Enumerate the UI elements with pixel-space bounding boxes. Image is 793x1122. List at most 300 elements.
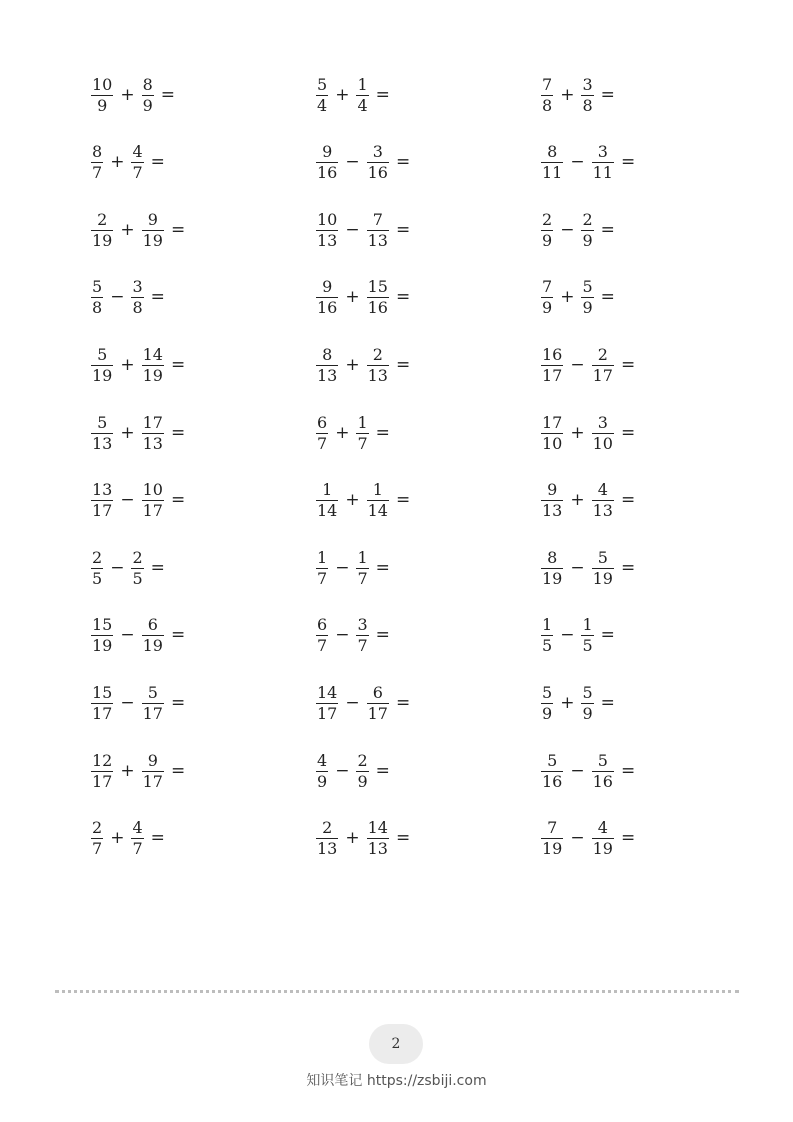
numerator: 2 [322,818,333,838]
numerator: 1 [357,74,368,94]
numerator: 6 [317,615,328,635]
fraction-problem [539,413,635,453]
numerator: 3 [597,412,608,432]
numerator: 4 [597,480,608,500]
fraction-right [365,482,391,519]
fraction-problem [89,548,165,588]
denominator: 17 [92,501,113,521]
numerator: 16 [542,344,563,364]
numerator: 9 [147,750,158,770]
equals-sign: = [395,152,411,173]
fraction-right [579,279,595,316]
fraction-problem [539,616,615,656]
operator: + [345,287,360,308]
fraction-problem [314,345,410,385]
fraction-problem [539,210,615,250]
fraction-right [590,412,616,453]
denominator: 7 [92,839,103,859]
numerator: 1 [322,480,333,500]
numerator: 14 [142,344,163,364]
denominator: 7 [317,636,328,656]
fraction-problem [539,683,615,723]
operator: − [560,219,575,240]
numerator: 12 [92,750,113,770]
denominator: 13 [317,839,338,859]
denominator: 7 [357,433,368,453]
denominator: 13 [317,365,338,385]
numerator: 9 [147,209,158,229]
fraction-problem [89,413,185,453]
operator: + [570,422,585,443]
equals-sign: = [375,422,390,443]
fraction-left [539,750,565,791]
fraction-right [140,209,166,250]
numerator: 5 [542,682,553,702]
fraction-problem [89,616,185,656]
denominator: 9 [357,771,368,791]
equals-sign: = [620,354,636,375]
denominator: 13 [367,365,388,385]
denominator: 8 [92,298,103,318]
denominator: 17 [317,703,338,723]
numerator: 2 [372,344,383,364]
denominator: 16 [317,163,338,183]
fraction-problem [89,751,185,791]
fraction-right [140,344,166,385]
numerator: 2 [132,547,143,567]
numerator: 7 [542,277,553,297]
fraction-left [89,750,115,791]
numerator: 2 [97,209,108,229]
denominator: 16 [542,771,563,791]
fraction-problem [314,819,410,859]
fraction-problem [539,481,635,521]
denominator: 13 [542,501,563,521]
fraction-left [314,344,340,385]
numerator: 1 [582,615,593,635]
denominator: 8 [132,298,143,318]
equals-sign: = [395,692,411,713]
fraction-problem [89,143,165,183]
operator: − [110,287,125,308]
fraction-right [590,750,616,791]
fraction-problem [314,413,390,453]
numerator: 9 [547,480,558,500]
numerator: 8 [547,142,558,162]
fraction-problem [539,751,635,791]
operator: + [570,490,585,511]
denominator: 9 [582,230,593,250]
equals-sign: = [395,828,411,849]
fraction-left [89,482,115,519]
fraction-problem [89,345,185,385]
denominator: 7 [132,839,143,859]
denominator: 7 [132,163,143,183]
denominator: 5 [582,636,593,656]
equals-sign: = [150,287,165,308]
fraction-left [314,617,330,654]
denominator: 9 [542,230,553,250]
denominator: 19 [142,636,163,656]
fraction-left [89,144,105,181]
fraction-problem [314,616,390,656]
operator: − [335,760,350,781]
numerator: 5 [597,750,608,770]
numerator: 5 [597,547,608,567]
equals-sign: = [600,625,615,646]
fraction-left [314,279,340,316]
denominator: 14 [367,501,388,521]
numerator: 15 [92,615,113,635]
denominator: 8 [542,95,553,115]
denominator: 5 [132,568,143,588]
numerator: 2 [582,209,593,229]
numerator: 1 [317,547,328,567]
numerator: 5 [317,74,328,94]
numerator: 15 [367,277,388,297]
page-number: 2 [391,1036,401,1052]
denominator: 17 [142,703,163,723]
fraction-left [314,682,340,723]
denominator: 5 [542,636,553,656]
operator: − [345,219,360,240]
numerator: 5 [97,344,108,364]
fraction-left [539,482,565,519]
fraction-left [89,209,115,250]
denominator: 16 [367,298,388,318]
fraction-problem [539,75,615,115]
numerator: 2 [92,547,103,567]
numerator: 3 [597,142,608,162]
fraction-right [579,209,595,250]
page-number-badge [369,1024,423,1064]
fraction-problem [314,210,410,250]
denominator: 16 [592,771,613,791]
equals-sign: = [170,692,186,713]
operator: − [335,625,350,646]
denominator: 11 [592,163,613,183]
numerator: 13 [92,480,113,500]
denominator: 9 [542,703,553,723]
numerator: 5 [97,412,108,432]
fraction-right [129,820,145,857]
operator: + [335,84,350,105]
equals-sign: = [170,422,186,443]
fraction-left [314,209,340,250]
fraction-problem [314,751,390,791]
denominator: 9 [582,298,593,318]
denominator: 11 [542,163,563,183]
fraction-problem [89,819,165,859]
denominator: 17 [592,365,613,385]
numerator: 5 [92,277,103,297]
numerator: 7 [542,74,553,94]
fraction-left [539,412,565,453]
numerator: 3 [372,142,383,162]
equals-sign: = [170,219,186,240]
numerator: 9 [322,277,333,297]
fraction-left [539,820,565,857]
numerator: 5 [582,682,593,702]
operator: − [570,557,585,578]
numerator: 3 [582,74,593,94]
equals-sign: = [375,84,390,105]
fraction-left [539,344,565,385]
fraction-left [539,279,555,316]
denominator: 19 [92,230,113,250]
denominator: 13 [142,433,163,453]
fraction-right [140,617,166,654]
equals-sign: = [395,287,411,308]
equals-sign: = [150,152,165,173]
numerator: 9 [322,142,333,162]
equals-sign: = [620,490,636,511]
fraction-right [354,74,370,115]
fraction-left [539,547,565,588]
numerator: 14 [367,818,388,838]
fraction-right [129,547,145,588]
fraction-right [354,617,370,654]
numerator: 5 [582,277,593,297]
numerator: 8 [322,344,333,364]
numerator: 6 [147,615,158,635]
denominator: 13 [92,433,113,453]
operator: + [120,219,135,240]
operator: − [120,692,135,713]
equals-sign: = [620,152,636,173]
operator: + [560,287,575,308]
operator: − [120,625,135,646]
fraction-right [365,144,391,181]
denominator: 10 [542,433,563,453]
equals-sign: = [620,828,636,849]
operator: − [570,760,585,781]
numerator: 14 [317,682,338,702]
denominator: 4 [357,95,368,115]
numerator: 17 [142,412,163,432]
numerator: 5 [547,750,558,770]
fraction-right [140,750,166,791]
fraction-left [314,547,330,588]
fraction-right [129,279,145,316]
numerator: 7 [547,818,558,838]
numerator: 10 [142,480,163,500]
numerator: 2 [92,818,103,838]
fraction-left [314,412,330,453]
fraction-problem [539,548,635,588]
fraction-problem [314,683,410,723]
equals-sign: = [150,557,165,578]
fraction-left [539,144,565,181]
fraction-left [89,74,115,115]
operator: + [560,692,575,713]
fraction-right [590,820,616,857]
fraction-right [579,74,595,115]
equals-sign: = [375,760,390,781]
denominator: 19 [142,365,163,385]
denominator: 9 [582,703,593,723]
fraction-right [590,344,616,385]
fraction-right [365,682,391,723]
denominator: 19 [592,568,613,588]
numerator: 1 [357,547,368,567]
denominator: 9 [142,95,153,115]
operator: + [120,422,135,443]
fraction-left [314,820,340,857]
fraction-left [539,682,555,723]
fraction-problem [539,345,635,385]
fraction-problem [539,143,635,183]
fraction-right [140,482,166,519]
equals-sign: = [600,219,615,240]
equals-sign: = [170,490,186,511]
denominator: 7 [317,433,328,453]
equals-sign: = [150,828,165,849]
numerator: 10 [92,74,113,94]
fraction-problem [314,278,410,318]
equals-sign: = [170,354,186,375]
fraction-right [140,74,156,115]
numerator: 4 [132,818,143,838]
numerator: 8 [547,547,558,567]
denominator: 13 [317,230,338,250]
denominator: 19 [92,365,113,385]
denominator: 17 [142,501,163,521]
equals-sign: = [600,287,615,308]
numerator: 1 [357,412,368,432]
fraction-problem [539,819,635,859]
operator: + [560,84,575,105]
numerator: 17 [542,412,563,432]
denominator: 9 [542,298,553,318]
operator: − [110,557,125,578]
numerator: 4 [132,142,143,162]
denominator: 17 [92,703,113,723]
fraction-left [89,617,115,654]
operator: − [570,354,585,375]
denominator: 16 [367,163,388,183]
fraction-problem [539,278,615,318]
numerator: 2 [597,344,608,364]
operator: − [345,692,360,713]
fraction-left [89,412,115,453]
fraction-right [354,547,370,588]
numerator: 4 [597,818,608,838]
operator: − [335,557,350,578]
operator: + [345,354,360,375]
operator: − [560,625,575,646]
denominator: 4 [317,95,328,115]
fraction-right [365,344,391,385]
fraction-problem [314,481,410,521]
fraction-problem [314,548,390,588]
denominator: 14 [317,501,338,521]
fraction-left [314,144,340,181]
footer-watermark: 知识笔记 https://zsbiji.com [306,1073,487,1089]
denominator: 7 [357,568,368,588]
operator: + [120,84,135,105]
denominator: 13 [592,501,613,521]
denominator: 7 [92,163,103,183]
fraction-problem [314,143,410,183]
denominator: 10 [592,433,613,453]
operator: − [570,828,585,849]
operator: + [335,422,350,443]
denominator: 19 [142,230,163,250]
numerator: 1 [372,480,383,500]
fraction-right [354,412,370,453]
fraction-right [354,750,370,791]
denominator: 19 [542,839,563,859]
equals-sign: = [375,557,390,578]
equals-sign: = [395,219,411,240]
equals-sign: = [375,625,390,646]
fraction-right [590,482,616,519]
fraction-left [89,547,105,588]
fraction-problem [89,481,185,521]
denominator: 13 [367,230,388,250]
equals-sign: = [160,84,176,105]
fraction-left [89,344,115,385]
operator: + [110,152,125,173]
denominator: 7 [357,636,368,656]
numerator: 8 [142,74,153,94]
dotted-divider [55,990,739,993]
fraction-right [129,144,145,181]
operator: + [345,828,360,849]
equals-sign: = [620,760,636,781]
fraction-left [314,482,340,519]
fraction-left [89,279,105,316]
fraction-left [314,750,330,791]
numerator: 3 [357,615,368,635]
fraction-left [539,617,555,654]
fraction-right [590,144,616,181]
denominator: 9 [97,95,108,115]
numerator: 5 [147,682,158,702]
fraction-right [140,682,166,723]
numerator: 8 [92,142,103,162]
denominator: 8 [582,95,593,115]
fraction-right [365,209,391,250]
operator: − [120,490,135,511]
denominator: 5 [92,568,103,588]
denominator: 19 [592,839,613,859]
numerator: 6 [372,682,383,702]
fraction-left [539,74,555,115]
numerator: 2 [357,750,368,770]
operator: + [110,828,125,849]
denominator: 19 [542,568,563,588]
fraction-left [89,682,115,723]
fraction-problem [89,278,165,318]
equals-sign: = [170,625,186,646]
denominator: 13 [367,839,388,859]
denominator: 9 [317,771,328,791]
fraction-left [314,74,330,115]
denominator: 17 [542,365,563,385]
fraction-problem [89,75,175,115]
equals-sign: = [170,760,186,781]
equals-sign: = [600,84,615,105]
equals-sign: = [620,557,636,578]
fraction-left [89,820,105,857]
operator: + [120,760,135,781]
denominator: 17 [142,771,163,791]
numerator: 2 [542,209,553,229]
equals-sign: = [600,692,615,713]
numerator: 6 [317,412,328,432]
